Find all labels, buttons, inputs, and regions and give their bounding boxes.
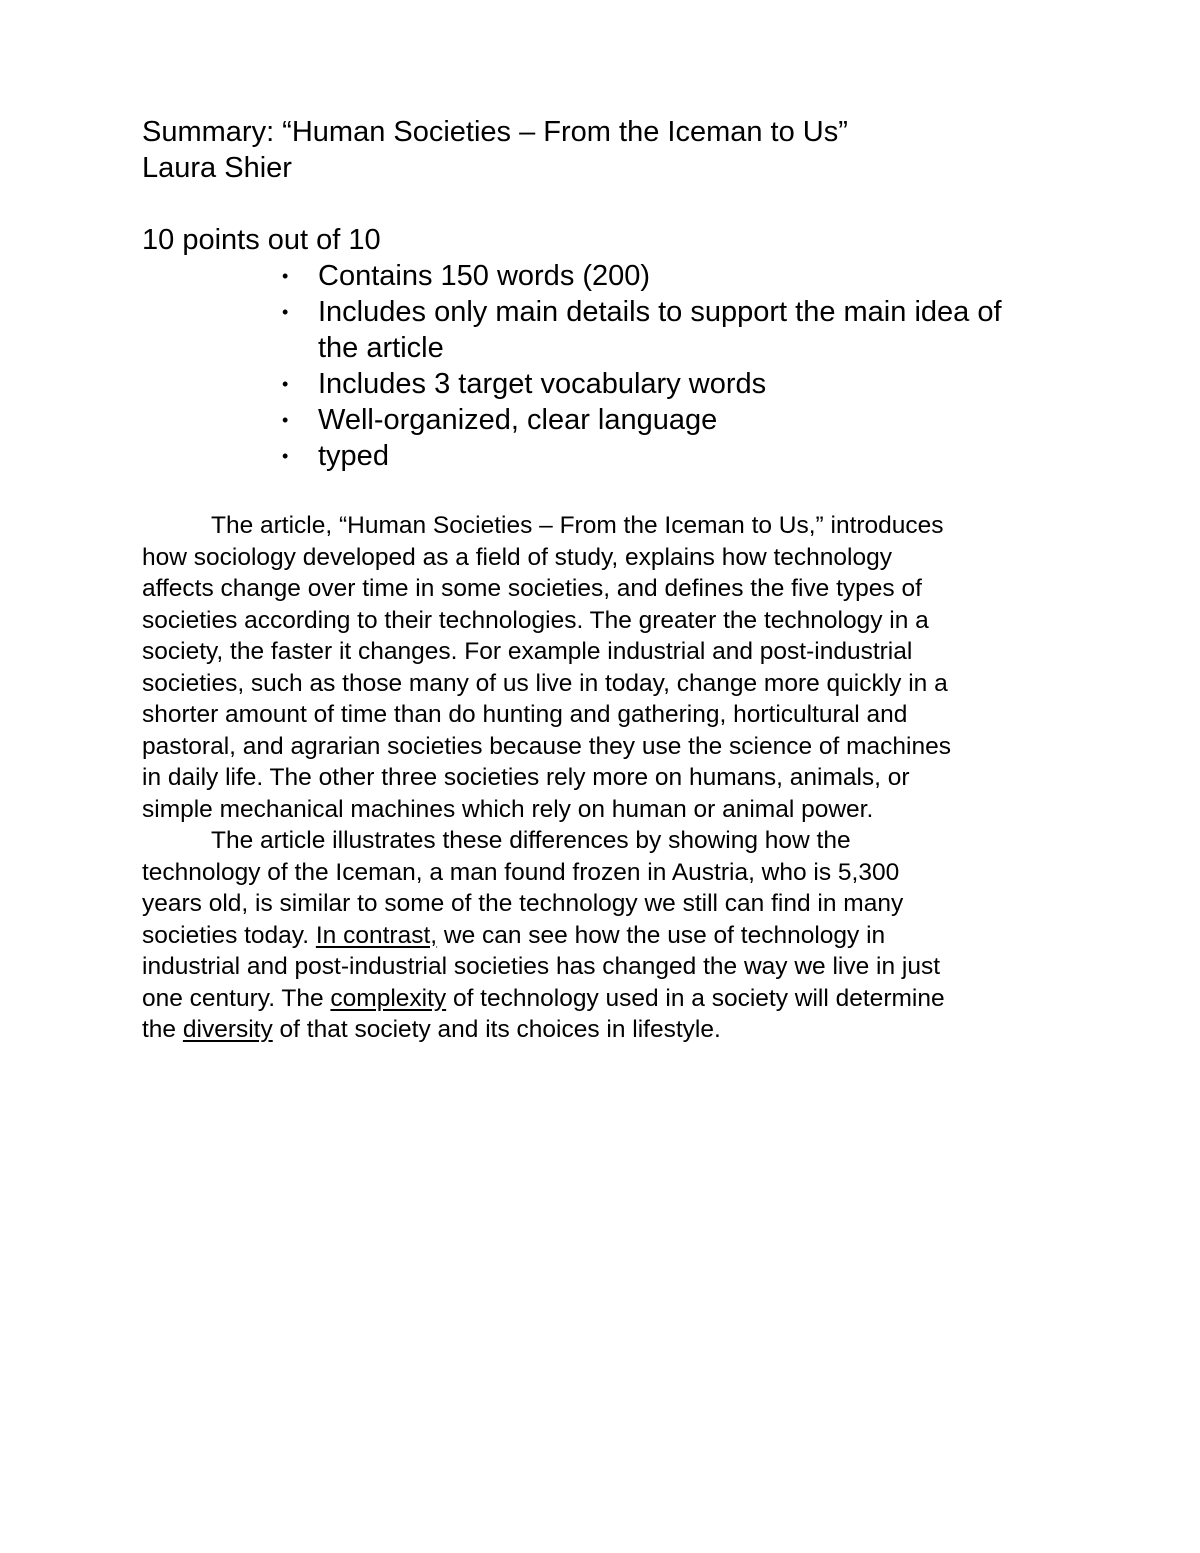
paragraph-line [142,920,1062,952]
bullet-icon: • [282,266,289,286]
paragraph-line [142,605,1062,637]
criteria-item [0,402,1078,438]
criteria-list [0,258,1078,474]
criteria-text: Includes only main details to support the main idea of [318,296,1002,328]
document-title: Summary: “Human Societies – From the Iceman to Us” [142,116,848,148]
line-text: technology of the Iceman, a man found frozen in Austria, who is 5,300 [142,858,900,886]
paragraph-line [142,668,1062,700]
author-name: Laura Shier [142,152,292,184]
bullet-icon: • [282,410,289,430]
line-text: years old, is similar to some of the technology we still can find in many [142,890,904,917]
paragraph-line [142,857,1062,889]
line-text: society, the faster it changes. For example industrial and post-industrial [142,638,913,665]
line-text: in daily life. The other three societies rely more on humans, animals, or [142,764,910,791]
line-text: how sociology developed as a field of study, explains how technology [142,543,892,571]
line-text: of technology used in a society will determine [446,984,945,1012]
criteria-text: typed [318,440,389,472]
criteria-item [0,258,1078,294]
paragraph-line [142,983,1062,1015]
paragraph-line [142,888,1062,920]
criteria-text: Contains 150 words (200) [318,260,651,292]
line-text: The article, “Human Societies – From the Iceman to Us,” introduces [211,512,944,539]
line-text: we can see how the use of technology in [437,921,886,949]
line-text: shorter amount of time than do hunting and gathering, horticultural and [142,701,908,728]
paragraph-line [142,825,1062,857]
line-text: of that society and its choices in lifestyle. [272,1016,721,1043]
document-header [142,114,848,186]
line-text: The article illustrates these differences by showing how the [211,827,851,854]
criteria-item [0,438,1078,474]
bullet-icon: • [282,374,289,394]
vocabulary-word: In contrast, [315,921,438,949]
line-text: societies, such as those many of us live in today, change more quickly in a [142,669,948,697]
paragraph-line [142,1014,1062,1046]
criteria-text: the article [318,332,444,364]
paragraph-line [142,636,1062,668]
line-text: industrial and post-industrial societies has changed the way we live in just [142,953,941,980]
vocabulary-word: complexity [330,984,447,1012]
line-text: pastoral, and agrarian societies because they use the science of machines [142,732,951,760]
criteria-item [0,366,1078,402]
criteria-item [0,294,1078,330]
line-text: one century. The [142,984,331,1012]
paragraph-line [142,542,1062,574]
paragraph-line [142,699,1062,731]
line-text: simple mechanical machines which rely on human or animal power. [142,795,874,823]
line-text: societies according to their technologies. The greater the technology in a [142,606,929,634]
paragraph-line [142,510,1062,542]
vocabulary-word: diversity [182,1016,273,1043]
paragraph-line [142,951,1062,983]
score-line: 10 points out of 10 [142,224,381,256]
summary-body [142,510,1062,1046]
criteria-item-continuation [0,330,1078,366]
paragraph-line [142,731,1062,763]
criteria-text: Well-organized, clear language [318,404,718,436]
paragraph-line [142,762,1062,794]
line-text: affects change over time in some societies, and defines the five types of [142,575,922,602]
bullet-icon: • [282,446,289,466]
line-text: societies today. [142,921,316,949]
paragraph-line [142,573,1062,605]
paragraph-line [142,794,1062,826]
line-text: the [142,1016,183,1043]
criteria-text: Includes 3 target vocabulary words [318,368,767,400]
bullet-icon: • [282,302,289,322]
